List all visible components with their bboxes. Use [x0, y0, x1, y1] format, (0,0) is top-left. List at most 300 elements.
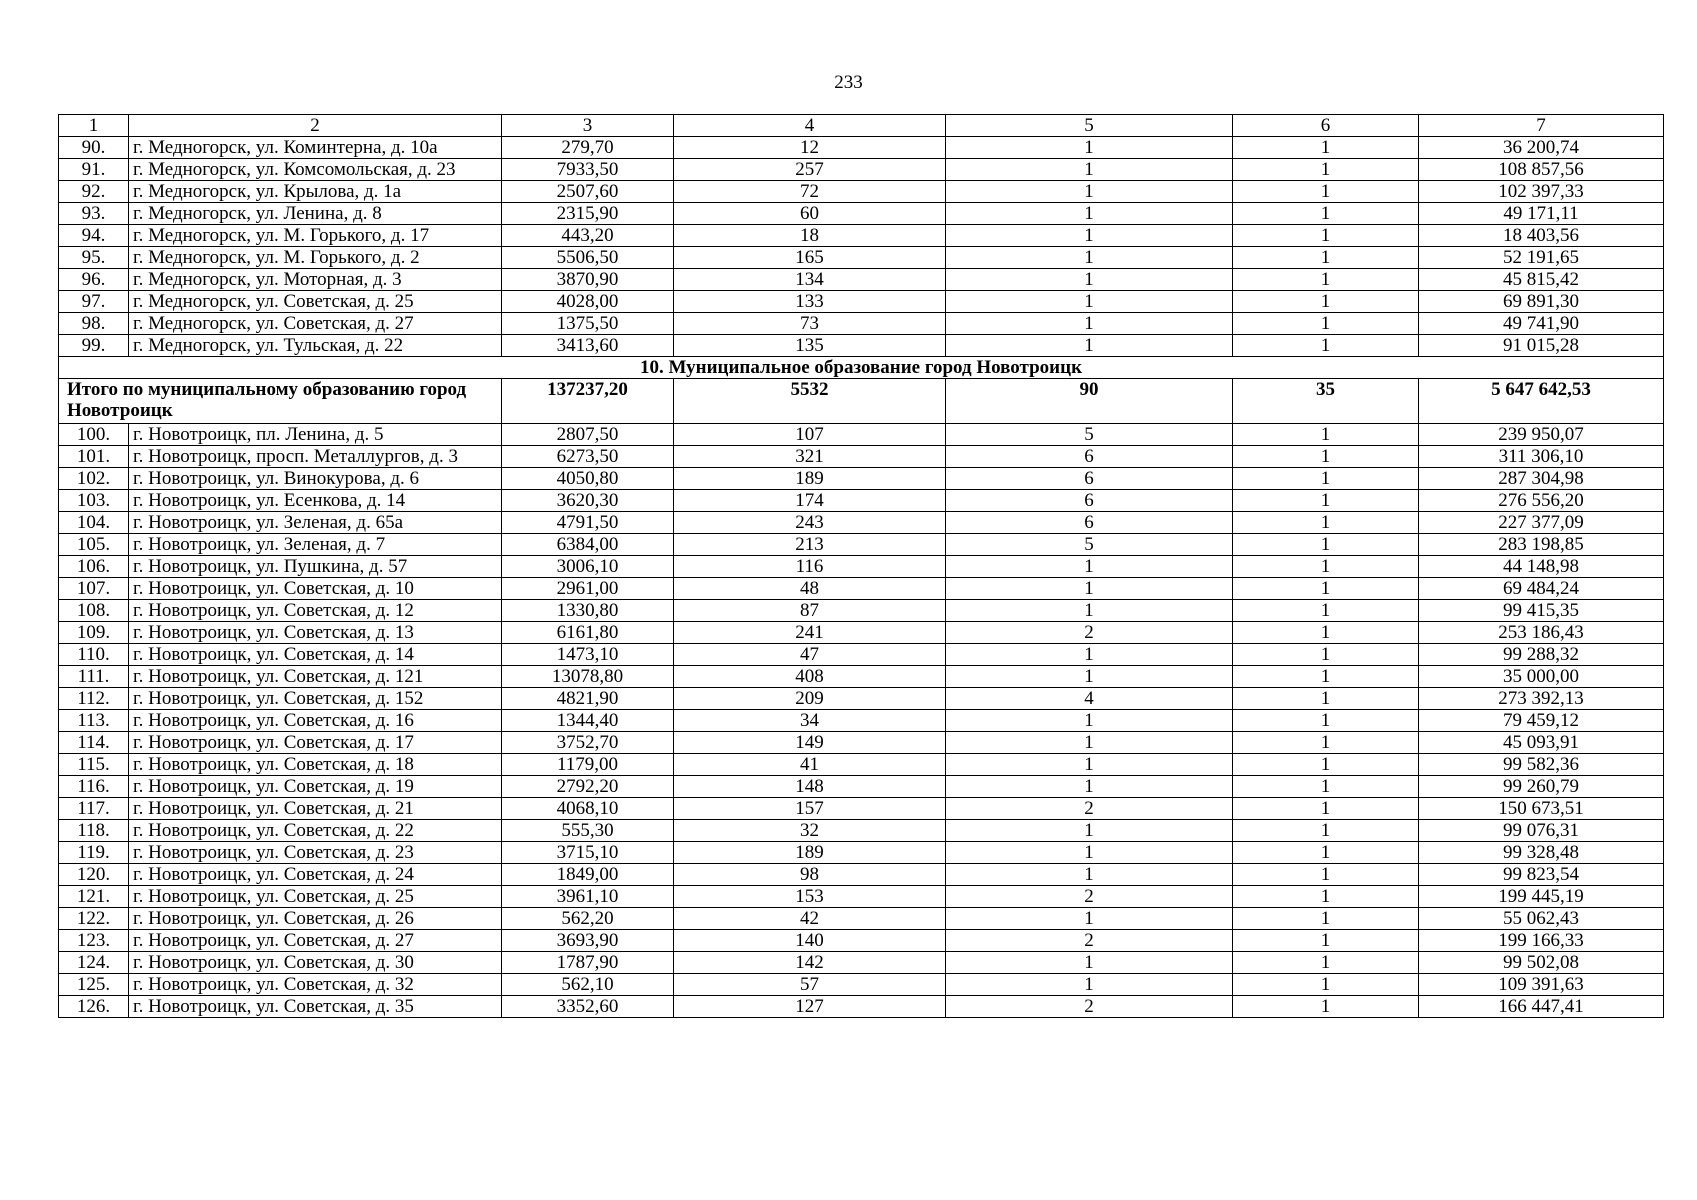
amount-cell: 99 260,79: [1419, 776, 1664, 798]
count-cell: 1: [1233, 710, 1419, 732]
amount-cell: 239 950,07: [1419, 424, 1664, 446]
address-cell: г. Новотроицк, ул. Советская, д. 23: [129, 842, 502, 864]
residents-cell: 60: [674, 203, 946, 225]
area-cell: 2315,90: [502, 203, 674, 225]
address-cell: г. Новотроицк, ул. Советская, д. 14: [129, 644, 502, 666]
row-number-cell: 99.: [59, 335, 129, 357]
table-row: [59, 622, 1664, 644]
count-cell: 1: [1233, 644, 1419, 666]
column-header: 4: [674, 115, 946, 137]
table-row: [59, 335, 1664, 357]
row-number-cell: 119.: [59, 842, 129, 864]
count-cell: 1: [1233, 754, 1419, 776]
area-cell: 2807,50: [502, 424, 674, 446]
residents-cell: 213: [674, 534, 946, 556]
count-cell: 1: [1233, 335, 1419, 357]
amount-cell: 199 166,33: [1419, 930, 1664, 952]
residents-cell: 98: [674, 864, 946, 886]
residents-cell: 57: [674, 974, 946, 996]
table-row: [59, 688, 1664, 710]
amount-cell: 99 502,08: [1419, 952, 1664, 974]
count-cell: 1: [946, 556, 1233, 578]
row-number-cell: 100.: [59, 424, 129, 446]
amount-cell: 99 328,48: [1419, 842, 1664, 864]
amount-cell: 69 484,24: [1419, 578, 1664, 600]
row-number-cell: 115.: [59, 754, 129, 776]
amount-cell: 253 186,43: [1419, 622, 1664, 644]
row-number-cell: 93.: [59, 203, 129, 225]
row-number-cell: 123.: [59, 930, 129, 952]
table-row: [59, 952, 1664, 974]
count-cell: 1: [946, 203, 1233, 225]
count-cell: 1: [946, 313, 1233, 335]
table-row: [59, 754, 1664, 776]
total-value: 5532: [674, 379, 946, 424]
area-cell: 1330,80: [502, 600, 674, 622]
table-row: [59, 424, 1664, 446]
area-cell: 443,20: [502, 225, 674, 247]
total-row: [59, 379, 1664, 424]
count-cell: 4: [946, 688, 1233, 710]
count-cell: 5: [946, 424, 1233, 446]
table-row: [59, 666, 1664, 688]
area-cell: 6384,00: [502, 534, 674, 556]
residents-cell: 133: [674, 291, 946, 313]
table-row: [59, 886, 1664, 908]
count-cell: 1: [1233, 930, 1419, 952]
residents-cell: 34: [674, 710, 946, 732]
table-row: [59, 732, 1664, 754]
count-cell: 1: [1233, 666, 1419, 688]
amount-cell: 49 171,11: [1419, 203, 1664, 225]
count-cell: 1: [1233, 776, 1419, 798]
row-number-cell: 122.: [59, 908, 129, 930]
table-row: [59, 269, 1664, 291]
residents-cell: 47: [674, 644, 946, 666]
area-cell: 562,10: [502, 974, 674, 996]
residents-cell: 165: [674, 247, 946, 269]
amount-cell: 45 093,91: [1419, 732, 1664, 754]
row-number-cell: 95.: [59, 247, 129, 269]
table-row: [59, 974, 1664, 996]
table-row: [59, 313, 1664, 335]
count-cell: 1: [1233, 512, 1419, 534]
residents-cell: 134: [674, 269, 946, 291]
column-header: 3: [502, 115, 674, 137]
residents-cell: 87: [674, 600, 946, 622]
row-number-cell: 112.: [59, 688, 129, 710]
row-number-cell: 111.: [59, 666, 129, 688]
area-cell: 4791,50: [502, 512, 674, 534]
address-cell: г. Новотроицк, ул. Советская, д. 21: [129, 798, 502, 820]
count-cell: 1: [1233, 974, 1419, 996]
residents-cell: 48: [674, 578, 946, 600]
address-cell: г. Новотроицк, ул. Зеленая, д. 65а: [129, 512, 502, 534]
count-cell: 1: [1233, 864, 1419, 886]
residents-cell: 209: [674, 688, 946, 710]
count-cell: 2: [946, 886, 1233, 908]
count-cell: 2: [946, 622, 1233, 644]
section-title: 10. Муниципальное образование город Новотроицк: [59, 357, 1664, 379]
amount-cell: 227 377,09: [1419, 512, 1664, 534]
area-cell: 4050,80: [502, 468, 674, 490]
total-value: 137237,20: [502, 379, 674, 424]
residents-cell: 149: [674, 732, 946, 754]
table-row: [59, 930, 1664, 952]
row-number-cell: 97.: [59, 291, 129, 313]
residents-cell: 189: [674, 468, 946, 490]
table-row: [59, 181, 1664, 203]
count-cell: 1: [946, 710, 1233, 732]
count-cell: 1: [1233, 534, 1419, 556]
residents-cell: 140: [674, 930, 946, 952]
count-cell: 1: [1233, 952, 1419, 974]
count-cell: 1: [946, 291, 1233, 313]
row-number-cell: 105.: [59, 534, 129, 556]
address-cell: г. Медногорск, ул. М. Горького, д. 2: [129, 247, 502, 269]
table-row: [59, 644, 1664, 666]
count-cell: 1: [1233, 424, 1419, 446]
address-cell: г. Медногорск, ул. Ленина, д. 8: [129, 203, 502, 225]
count-cell: 1: [1233, 468, 1419, 490]
residents-cell: 241: [674, 622, 946, 644]
address-cell: г. Новотроицк, ул. Советская, д. 19: [129, 776, 502, 798]
amount-cell: 91 015,28: [1419, 335, 1664, 357]
row-number-cell: 110.: [59, 644, 129, 666]
amount-cell: 36 200,74: [1419, 137, 1664, 159]
residents-cell: 153: [674, 886, 946, 908]
area-cell: 562,20: [502, 908, 674, 930]
count-cell: 1: [1233, 291, 1419, 313]
table-row: [59, 490, 1664, 512]
area-cell: 3715,10: [502, 842, 674, 864]
count-cell: 1: [1233, 996, 1419, 1018]
area-cell: 6161,80: [502, 622, 674, 644]
count-cell: 1: [1233, 203, 1419, 225]
count-cell: 2: [946, 930, 1233, 952]
area-cell: 3413,60: [502, 335, 674, 357]
count-cell: 1: [946, 181, 1233, 203]
address-cell: г. Новотроицк, ул. Советская, д. 18: [129, 754, 502, 776]
amount-cell: 287 304,98: [1419, 468, 1664, 490]
amount-cell: 283 198,85: [1419, 534, 1664, 556]
residents-cell: 148: [674, 776, 946, 798]
area-cell: 6273,50: [502, 446, 674, 468]
count-cell: 1: [946, 269, 1233, 291]
residents-cell: 12: [674, 137, 946, 159]
address-cell: г. Медногорск, ул. Советская, д. 27: [129, 313, 502, 335]
address-cell: г. Новотроицк, ул. Зеленая, д. 7: [129, 534, 502, 556]
total-value: 90: [946, 379, 1233, 424]
residents-cell: 321: [674, 446, 946, 468]
count-cell: 2: [946, 798, 1233, 820]
data-table: [58, 114, 1664, 1018]
row-number-cell: 118.: [59, 820, 129, 842]
table-row: [59, 842, 1664, 864]
area-cell: 1787,90: [502, 952, 674, 974]
address-cell: г. Медногорск, ул. Крылова, д. 1а: [129, 181, 502, 203]
address-cell: г. Новотроицк, ул. Советская, д. 121: [129, 666, 502, 688]
address-cell: г. Новотроицк, ул. Советская, д. 27: [129, 930, 502, 952]
count-cell: 1: [946, 820, 1233, 842]
row-number-cell: 126.: [59, 996, 129, 1018]
area-cell: 5506,50: [502, 247, 674, 269]
address-cell: г. Новотроицк, ул. Советская, д. 26: [129, 908, 502, 930]
residents-cell: 189: [674, 842, 946, 864]
address-cell: г. Новотроицк, ул. Пушкина, д. 57: [129, 556, 502, 578]
table-row: [59, 512, 1664, 534]
address-cell: г. Новотроицк, ул. Советская, д. 13: [129, 622, 502, 644]
amount-cell: 311 306,10: [1419, 446, 1664, 468]
area-cell: 13078,80: [502, 666, 674, 688]
count-cell: 1: [946, 225, 1233, 247]
page-number: 233: [834, 72, 863, 93]
residents-cell: 72: [674, 181, 946, 203]
row-number-cell: 102.: [59, 468, 129, 490]
area-cell: 2507,60: [502, 181, 674, 203]
count-cell: 1: [1233, 622, 1419, 644]
address-cell: г. Новотроицк, просп. Металлургов, д. 3: [129, 446, 502, 468]
section-heading-row: [59, 357, 1664, 379]
amount-cell: 52 191,65: [1419, 247, 1664, 269]
address-cell: г. Новотроицк, ул. Советская, д. 35: [129, 996, 502, 1018]
table-row: [59, 776, 1664, 798]
amount-cell: 49 741,90: [1419, 313, 1664, 335]
count-cell: 1: [1233, 490, 1419, 512]
area-cell: 3961,10: [502, 886, 674, 908]
residents-cell: 73: [674, 313, 946, 335]
row-number-cell: 116.: [59, 776, 129, 798]
count-cell: 6: [946, 446, 1233, 468]
residents-cell: 116: [674, 556, 946, 578]
address-cell: г. Новотроицк, ул. Советская, д. 17: [129, 732, 502, 754]
amount-cell: 102 397,33: [1419, 181, 1664, 203]
amount-cell: 150 673,51: [1419, 798, 1664, 820]
count-cell: 1: [946, 864, 1233, 886]
address-cell: г. Новотроицк, ул. Советская, д. 24: [129, 864, 502, 886]
count-cell: 1: [1233, 732, 1419, 754]
row-number-cell: 121.: [59, 886, 129, 908]
address-cell: г. Новотроицк, ул. Советская, д. 25: [129, 886, 502, 908]
row-number-cell: 98.: [59, 313, 129, 335]
amount-cell: 44 148,98: [1419, 556, 1664, 578]
count-cell: 6: [946, 512, 1233, 534]
residents-cell: 42: [674, 908, 946, 930]
count-cell: 1: [1233, 798, 1419, 820]
count-cell: 1: [1233, 446, 1419, 468]
area-cell: 1344,40: [502, 710, 674, 732]
row-number-cell: 117.: [59, 798, 129, 820]
count-cell: 1: [1233, 842, 1419, 864]
table-row: [59, 600, 1664, 622]
table-row: [59, 534, 1664, 556]
count-cell: 1: [946, 137, 1233, 159]
address-cell: г. Новотроицк, ул. Советская, д. 32: [129, 974, 502, 996]
row-number-cell: 109.: [59, 622, 129, 644]
area-cell: 7933,50: [502, 159, 674, 181]
residents-cell: 243: [674, 512, 946, 534]
area-cell: 3693,90: [502, 930, 674, 952]
address-cell: г. Медногорск, ул. Советская, д. 25: [129, 291, 502, 313]
count-cell: 1: [1233, 269, 1419, 291]
row-number-cell: 96.: [59, 269, 129, 291]
amount-cell: 99 288,32: [1419, 644, 1664, 666]
residents-cell: 41: [674, 754, 946, 776]
row-number-cell: 125.: [59, 974, 129, 996]
amount-cell: 108 857,56: [1419, 159, 1664, 181]
count-cell: 2: [946, 996, 1233, 1018]
count-cell: 1: [946, 732, 1233, 754]
count-cell: 1: [946, 952, 1233, 974]
table-row: [59, 159, 1664, 181]
area-cell: 3620,30: [502, 490, 674, 512]
address-cell: г. Новотроицк, ул. Советская, д. 10: [129, 578, 502, 600]
count-cell: 1: [946, 600, 1233, 622]
count-cell: 1: [1233, 600, 1419, 622]
count-cell: 1: [946, 754, 1233, 776]
table-row: [59, 556, 1664, 578]
column-header: 5: [946, 115, 1233, 137]
residents-cell: 107: [674, 424, 946, 446]
table-row: [59, 578, 1664, 600]
amount-cell: 273 392,13: [1419, 688, 1664, 710]
count-cell: 1: [1233, 159, 1419, 181]
table-row: [59, 468, 1664, 490]
table-row: [59, 203, 1664, 225]
amount-cell: 45 815,42: [1419, 269, 1664, 291]
address-cell: г. Новотроицк, ул. Советская, д. 22: [129, 820, 502, 842]
area-cell: 1179,00: [502, 754, 674, 776]
amount-cell: 99 415,35: [1419, 600, 1664, 622]
total-label: Итого по муниципальному образованию город Новотроицк: [59, 379, 502, 424]
count-cell: 1: [1233, 908, 1419, 930]
amount-cell: 79 459,12: [1419, 710, 1664, 732]
count-cell: 1: [946, 578, 1233, 600]
count-cell: 1: [1233, 886, 1419, 908]
area-cell: 1375,50: [502, 313, 674, 335]
table-row: [59, 291, 1664, 313]
residents-cell: 142: [674, 952, 946, 974]
row-number-cell: 120.: [59, 864, 129, 886]
table-row: [59, 820, 1664, 842]
residents-cell: 408: [674, 666, 946, 688]
address-cell: г. Новотроицк, ул. Советская, д. 30: [129, 952, 502, 974]
row-number-cell: 92.: [59, 181, 129, 203]
address-cell: г. Медногорск, ул. Коминтерна, д. 10а: [129, 137, 502, 159]
area-cell: 3352,60: [502, 996, 674, 1018]
count-cell: 1: [946, 247, 1233, 269]
column-header: 2: [129, 115, 502, 137]
address-cell: г. Новотроицк, ул. Советская, д. 16: [129, 710, 502, 732]
row-number-cell: 91.: [59, 159, 129, 181]
count-cell: 1: [1233, 225, 1419, 247]
count-cell: 1: [1233, 247, 1419, 269]
count-cell: 1: [946, 159, 1233, 181]
row-number-cell: 103.: [59, 490, 129, 512]
amount-cell: 69 891,30: [1419, 291, 1664, 313]
table-row: [59, 710, 1664, 732]
table-row: [59, 996, 1664, 1018]
amount-cell: 18 403,56: [1419, 225, 1664, 247]
column-number-row: [59, 115, 1664, 137]
row-number-cell: 90.: [59, 137, 129, 159]
amount-cell: 35 000,00: [1419, 666, 1664, 688]
amount-cell: 199 445,19: [1419, 886, 1664, 908]
address-cell: г. Медногорск, ул. Моторная, д. 3: [129, 269, 502, 291]
count-cell: 1: [1233, 820, 1419, 842]
count-cell: 1: [1233, 578, 1419, 600]
area-cell: 1849,00: [502, 864, 674, 886]
address-cell: г. Медногорск, ул. Комсомольская, д. 23: [129, 159, 502, 181]
residents-cell: 32: [674, 820, 946, 842]
row-number-cell: 101.: [59, 446, 129, 468]
address-cell: г. Новотроицк, пл. Ленина, д. 5: [129, 424, 502, 446]
row-number-cell: 108.: [59, 600, 129, 622]
count-cell: 1: [946, 974, 1233, 996]
table-row: [59, 864, 1664, 886]
count-cell: 1: [1233, 137, 1419, 159]
count-cell: 6: [946, 468, 1233, 490]
address-cell: г. Новотроицк, ул. Винокурова, д. 6: [129, 468, 502, 490]
area-cell: 2792,20: [502, 776, 674, 798]
count-cell: 1: [946, 666, 1233, 688]
area-cell: 3006,10: [502, 556, 674, 578]
area-cell: 279,70: [502, 137, 674, 159]
row-number-cell: 113.: [59, 710, 129, 732]
amount-cell: 276 556,20: [1419, 490, 1664, 512]
column-header: 1: [59, 115, 129, 137]
area-cell: 4821,90: [502, 688, 674, 710]
table-row: [59, 137, 1664, 159]
address-cell: г. Новотроицк, ул. Советская, д. 152: [129, 688, 502, 710]
count-cell: 6: [946, 490, 1233, 512]
area-cell: 3870,90: [502, 269, 674, 291]
address-cell: г. Новотроицк, ул. Есенкова, д. 14: [129, 490, 502, 512]
address-cell: г. Новотроицк, ул. Советская, д. 12: [129, 600, 502, 622]
table-row: [59, 247, 1664, 269]
residents-cell: 127: [674, 996, 946, 1018]
count-cell: 1: [1233, 181, 1419, 203]
area-cell: 1473,10: [502, 644, 674, 666]
count-cell: 1: [1233, 688, 1419, 710]
count-cell: 1: [1233, 556, 1419, 578]
amount-cell: 99 076,31: [1419, 820, 1664, 842]
address-cell: г. Медногорск, ул. М. Горького, д. 17: [129, 225, 502, 247]
amount-cell: 166 447,41: [1419, 996, 1664, 1018]
count-cell: 1: [946, 842, 1233, 864]
address-cell: г. Медногорск, ул. Тульская, д. 22: [129, 335, 502, 357]
column-header: 6: [1233, 115, 1419, 137]
area-cell: 4028,00: [502, 291, 674, 313]
count-cell: 1: [946, 776, 1233, 798]
area-cell: 555,30: [502, 820, 674, 842]
area-cell: 3752,70: [502, 732, 674, 754]
count-cell: 1: [946, 335, 1233, 357]
table-row: [59, 798, 1664, 820]
row-number-cell: 114.: [59, 732, 129, 754]
total-value: 5 647 642,53: [1419, 379, 1664, 424]
count-cell: 1: [946, 644, 1233, 666]
residents-cell: 135: [674, 335, 946, 357]
row-number-cell: 124.: [59, 952, 129, 974]
column-header: 7: [1419, 115, 1664, 137]
amount-cell: 55 062,43: [1419, 908, 1664, 930]
table-row: [59, 908, 1664, 930]
row-number-cell: 94.: [59, 225, 129, 247]
count-cell: 1: [946, 908, 1233, 930]
residents-cell: 174: [674, 490, 946, 512]
area-cell: 2961,00: [502, 578, 674, 600]
